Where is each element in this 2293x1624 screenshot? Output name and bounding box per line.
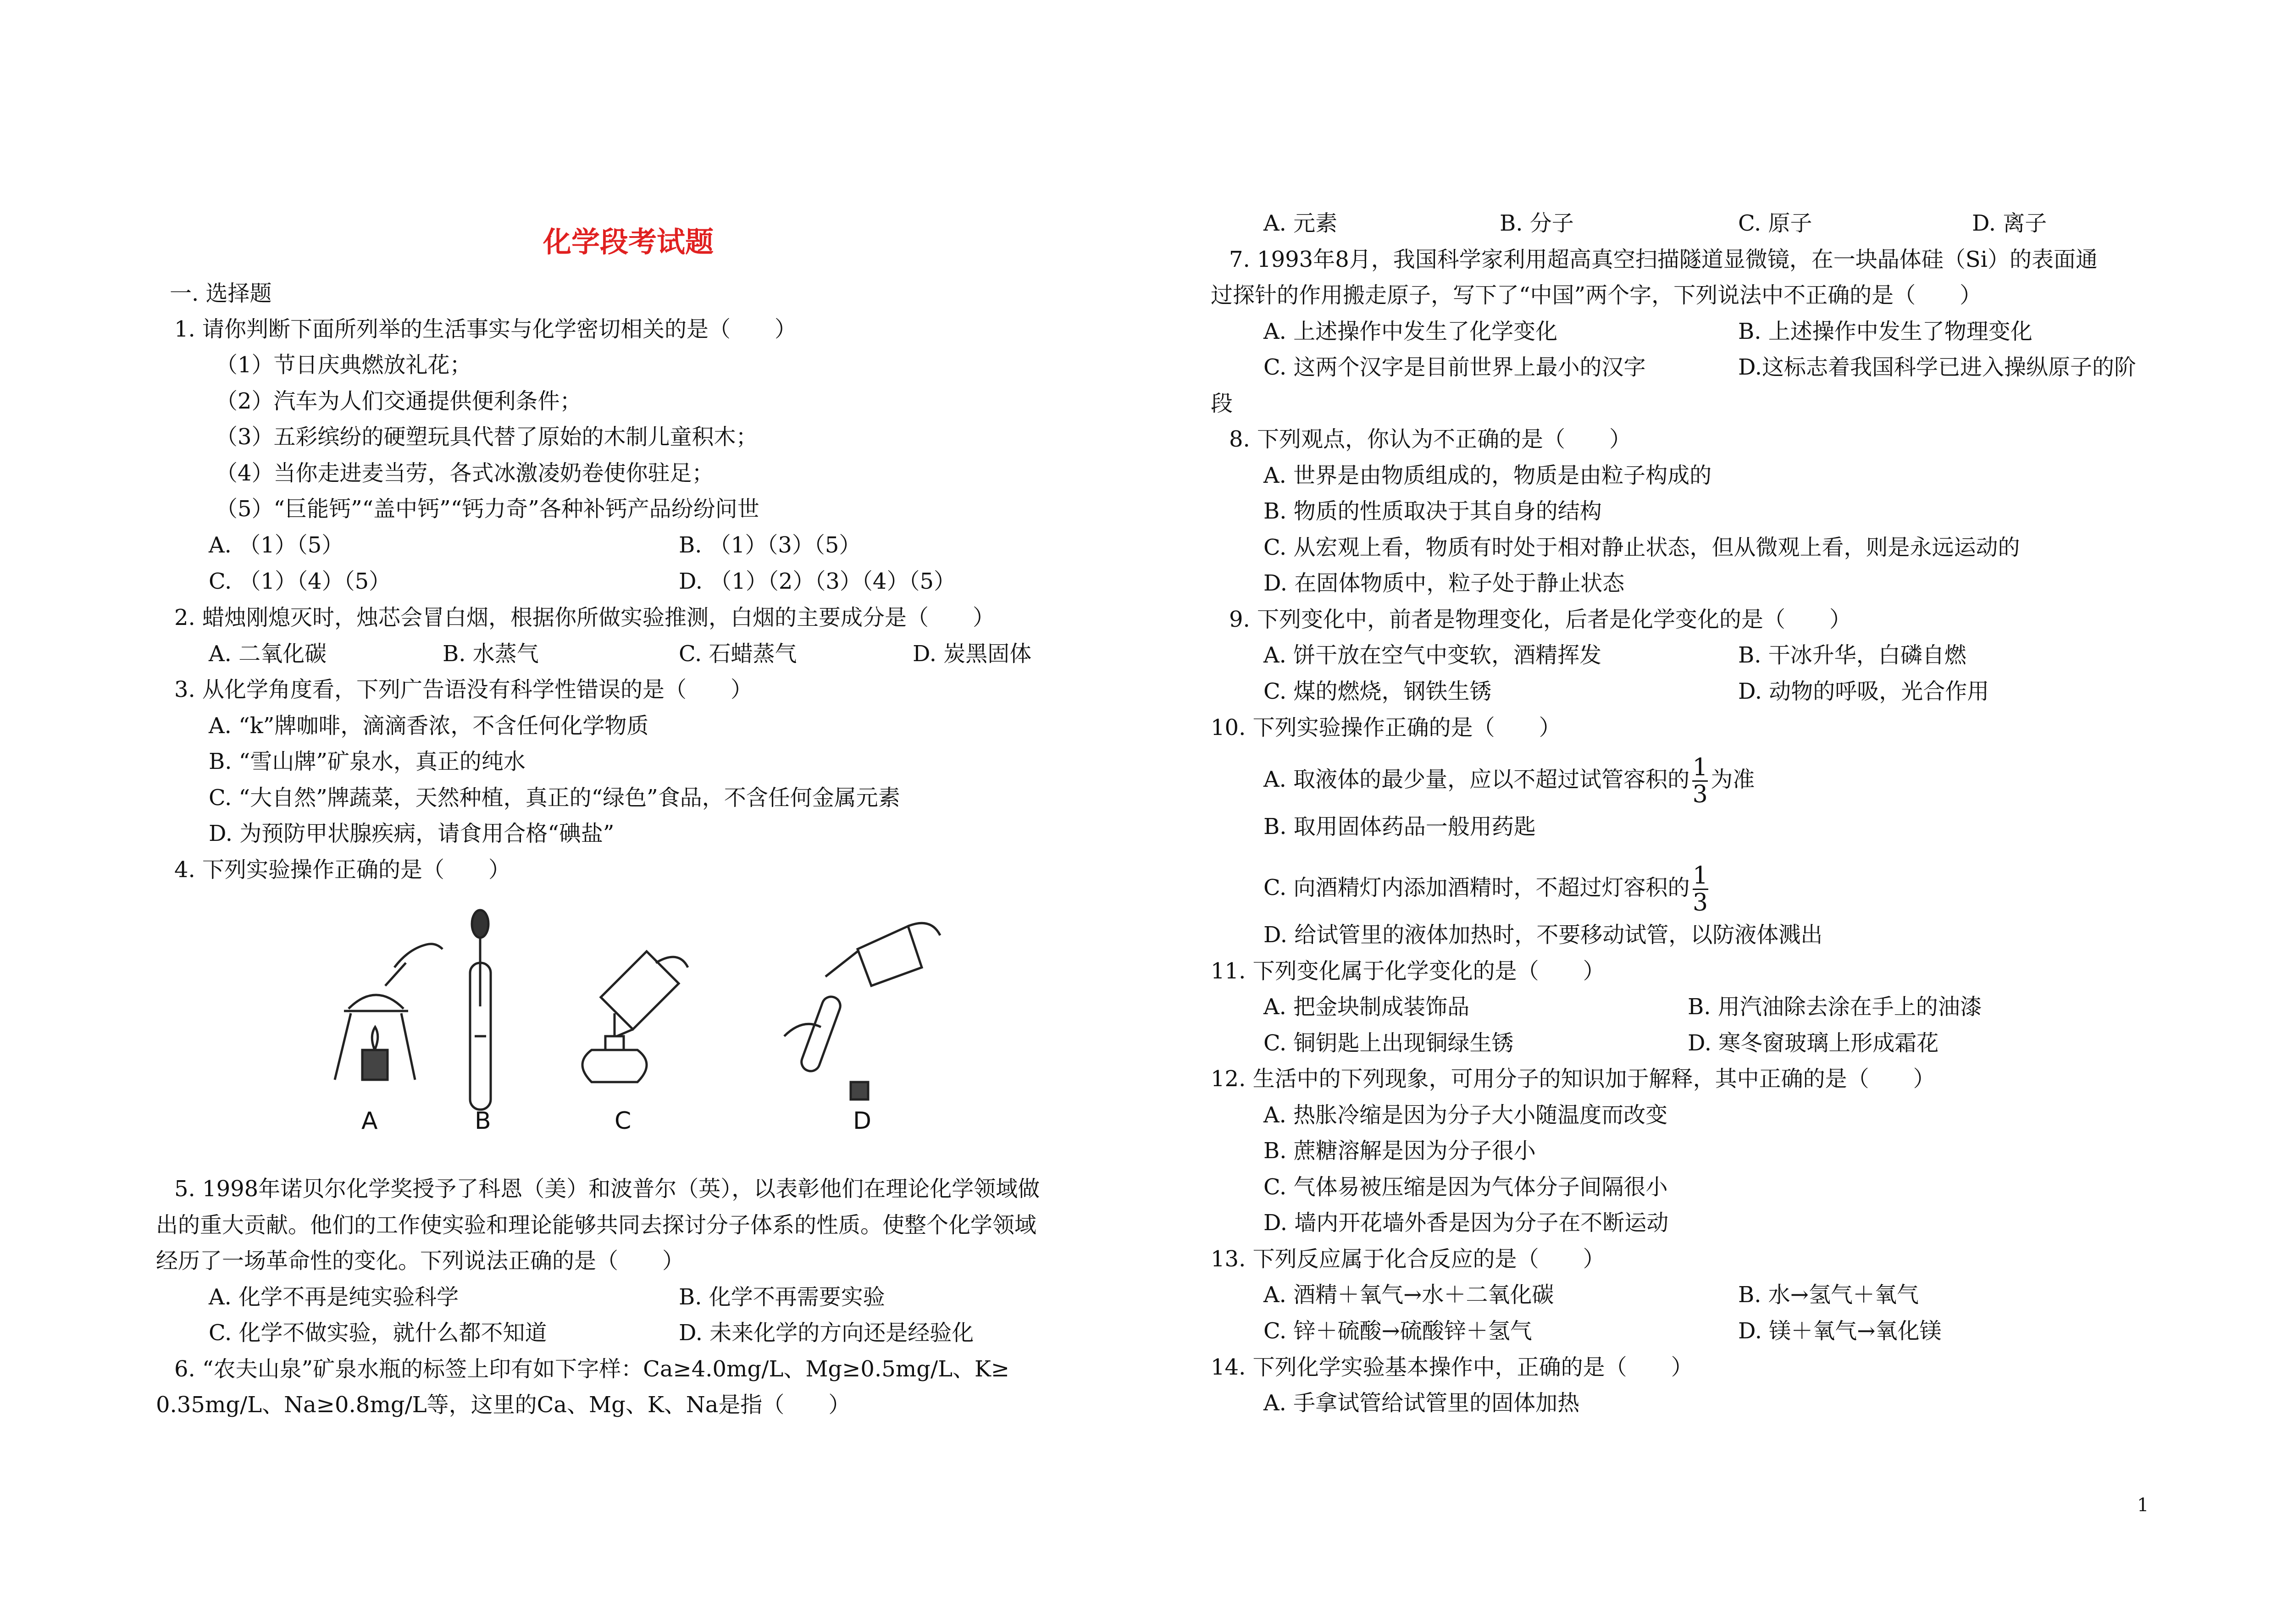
figure-a-heating-dish	[335, 944, 443, 1080]
answer-option: C. 锌＋硫酸→硫酸锌＋氢气	[1263, 1318, 1532, 1344]
answer-option: A. 酒精＋氧气→水＋二氧化碳	[1263, 1282, 1554, 1308]
question-line: B. 取用固体药品一般用药匙	[1263, 814, 1536, 840]
question-line: 3. 从化学角度看，下列广告语没有科学性错误的是（ ）	[174, 677, 753, 702]
question-line: 9. 下列变化中，前者是物理变化，后者是化学变化的是（ ）	[1229, 607, 1852, 632]
question-line: 经历了一场革命性的变化。下列说法正确的是（ ）	[156, 1248, 685, 1274]
fraction-numerator: 1	[1692, 754, 1708, 781]
question-line: A. 热胀冷缩是因为分子大小随温度而改变	[1263, 1102, 1668, 1128]
answer-option: D. 炭黑固体	[913, 641, 1032, 667]
answer-option: B. 用汽油除去涂在手上的油漆	[1688, 994, 1982, 1020]
answer-option: B. 水→氢气＋氧气	[1738, 1282, 1919, 1308]
answer-option: A. 元素	[1263, 210, 1338, 236]
question-line: B. 蔗糖溶解是因为分子很小	[1263, 1138, 1536, 1164]
answer-option: A. 化学不再是纯实验科学	[209, 1284, 459, 1310]
question-line: D. 在固体物质中，粒子处于静止状态	[1263, 570, 1625, 596]
q10-option-a-text: A. 取液体的最少量，应以不超过试管容积的	[1263, 767, 1690, 792]
answer-option: C. 原子	[1738, 210, 1812, 236]
figure-label-d: D	[853, 1107, 872, 1135]
question-line: （5）“巨能钙”“盖中钙”“钙力奇”各种补钙产品纷纷问世	[216, 496, 759, 522]
question-line: A. 世界是由物质组成的，物质是由粒子构成的	[1263, 463, 1712, 488]
question-line: （2）汽车为人们交通提供便利条件；	[216, 388, 582, 414]
answer-option: B. 水蒸气	[443, 641, 539, 667]
question-line: 7. 1993年8月，我国科学家利用超高真空扫描隧道显微镜，在一块晶体硅（Si）的表面通	[1229, 247, 2098, 272]
section-heading: 一. 选择题	[170, 281, 272, 306]
figure-label-a: A	[361, 1107, 378, 1135]
question-line: 过探针的作用搬走原子，写下了“中国”两个字，下列说法中不正确的是（ ）	[1211, 282, 1982, 308]
answer-option: B. （1）（3）（5）	[679, 532, 861, 558]
question-line: 11. 下列变化属于化学变化的是（ ）	[1211, 958, 1605, 984]
answer-option: C. 化学不做实验，就什么都不知道	[209, 1320, 547, 1346]
question-line: C. 从宏观上看，物质有时处于相对静止状态，但从微观上看，则是永远运动的	[1263, 535, 2020, 560]
figure-b-test-tube-dropper	[470, 910, 491, 1110]
q10-option-a-suffix: 为准	[1711, 767, 1755, 792]
question-line: D. 给试管里的液体加热时，不要移动试管，以防液体溅出	[1263, 922, 1823, 948]
question-line: （3）五彩缤纷的硬塑玩具代替了原始的木制儿童积木；	[216, 424, 758, 450]
page-title: 化学段考试题	[543, 225, 714, 259]
question-line: A. “k”牌咖啡，滴滴香浓，不含任何化学物质	[209, 713, 649, 739]
question-line: 13. 下列反应属于化合反应的是（ ）	[1211, 1246, 1605, 1272]
question-line: 12. 生活中的下列现象，可用分子的知识加于解释，其中正确的是（ ）	[1211, 1066, 1935, 1092]
answer-option: A. 上述操作中发生了化学变化	[1263, 319, 1558, 344]
lab-operations-figure	[316, 899, 1004, 1137]
answer-option: C. 铜钥匙上出现铜绿生锈	[1263, 1030, 1514, 1056]
question-line: 5. 1998年诺贝尔化学奖授予了科恩（美）和波普尔（英），以表彰他们在理论化学领域做	[174, 1176, 1040, 1202]
fraction-one-third	[1693, 864, 1708, 915]
question-line: B. “雪山牌”矿泉水，真正的纯水	[209, 749, 526, 774]
question-line: 8. 下列观点，你认为不正确的是（ ）	[1229, 426, 1632, 452]
answer-option: B. 上述操作中发生了物理变化	[1738, 319, 2033, 344]
answer-option: A. （1）（5）	[209, 532, 344, 558]
apparatus-drawings	[316, 899, 1004, 1137]
answer-option: C. （1）（4）（5）	[209, 569, 391, 594]
q10-option-a	[1263, 756, 1755, 806]
fraction-denominator: 3	[1693, 889, 1708, 917]
answer-option: B. 化学不再需要实验	[679, 1284, 885, 1310]
question-line: C. “大自然”牌蔬菜，天然种植，真正的“绿色”食品，不含任何金属元素	[209, 785, 900, 811]
question-line: 0.35mg/L、Na≥0.8mg/L等，这里的Ca、Mg、K、Na是指（ ）	[156, 1392, 851, 1418]
question-line: A. 手拿试管给试管里的固体加热	[1263, 1390, 1580, 1416]
answer-option: D.这标志着我国科学已进入操纵原子的阶	[1738, 354, 2137, 380]
answer-option: A. 二氧化碳	[209, 641, 327, 667]
question-line: （1）节日庆典燃放礼花；	[216, 352, 472, 378]
answer-option: D. 动物的呼吸，光合作用	[1738, 679, 1989, 704]
question-line: 6. “农夫山泉”矿泉水瓶的标签上印有如下字样：Ca≥4.0mg/L、Mg≥0.5mg/L、K≥	[174, 1356, 1010, 1382]
question-line: 10. 下列实验操作正确的是（ ）	[1211, 715, 1561, 740]
question-line: D. 墙内开花墙外香是因为分子在不断运动	[1263, 1210, 1669, 1236]
answer-option: A. 把金块制成装饰品	[1263, 994, 1470, 1020]
figure-d-pouring-liquid	[784, 923, 940, 1099]
answer-option: B. 分子	[1500, 210, 1574, 236]
question-line: D. 为预防甲状腺疾病，请食用合格“碘盐”	[209, 821, 615, 846]
answer-option: B. 干冰升华，白磷自燃	[1738, 642, 1966, 668]
q10-option-c-text: C. 向酒精灯内添加酒精时，不超过灯容积的	[1263, 875, 1690, 900]
figure-label-b: B	[475, 1107, 491, 1135]
answer-option: A. 饼干放在空气中变软，酒精挥发	[1263, 642, 1602, 668]
answer-option: C. 煤的燃烧，钢铁生锈	[1263, 679, 1492, 704]
figure-c-alcohol-lamp	[582, 951, 688, 1082]
question-line: 出的重大贡献。他们的工作使实验和理论能够共同去探讨分子体系的性质。使整个化学领域	[156, 1212, 1037, 1238]
question-line: B. 物质的性质取决于其自身的结构	[1263, 498, 1602, 524]
answer-option: D. （1）（2）（3）（4）（5）	[679, 569, 956, 594]
question-line: 4. 下列实验操作正确的是（ ）	[174, 857, 511, 883]
answer-option: D. 镁＋氧气→氧化镁	[1738, 1318, 1942, 1344]
question-line: （4）当你走进麦当劳，各式冰激凌奶卷使你驻足；	[216, 460, 714, 486]
question-line: 1. 请你判断下面所列举的生活事实与化学密切相关的是（ ）	[174, 316, 797, 342]
question-line: 段	[1211, 391, 1233, 416]
question-line: 14. 下列化学实验基本操作中，正确的是（ ）	[1211, 1354, 1693, 1380]
fraction-numerator: 1	[1693, 862, 1708, 889]
figure-label-c: C	[615, 1107, 631, 1135]
answer-option: D. 寒冬窗玻璃上形成霜花	[1688, 1030, 1939, 1056]
question-line: 2. 蜡烛刚熄灭时，烛芯会冒白烟，根据你所做实验推测，白烟的主要成分是（ ）	[174, 605, 995, 630]
answer-option: D. 未来化学的方向还是经验化	[679, 1320, 974, 1346]
answer-option: C. 石蜡蒸气	[679, 641, 797, 667]
q10-option-c	[1263, 864, 1711, 915]
fraction-denominator: 3	[1692, 781, 1708, 808]
answer-option: D. 离子	[1972, 210, 2047, 236]
answer-option: C. 这两个汉字是目前世界上最小的汉字	[1263, 354, 1646, 380]
page-number: 1	[2137, 1495, 2149, 1516]
question-line: C. 气体易被压缩是因为气体分子间隔很小	[1263, 1174, 1668, 1200]
fraction-one-third	[1692, 756, 1708, 806]
